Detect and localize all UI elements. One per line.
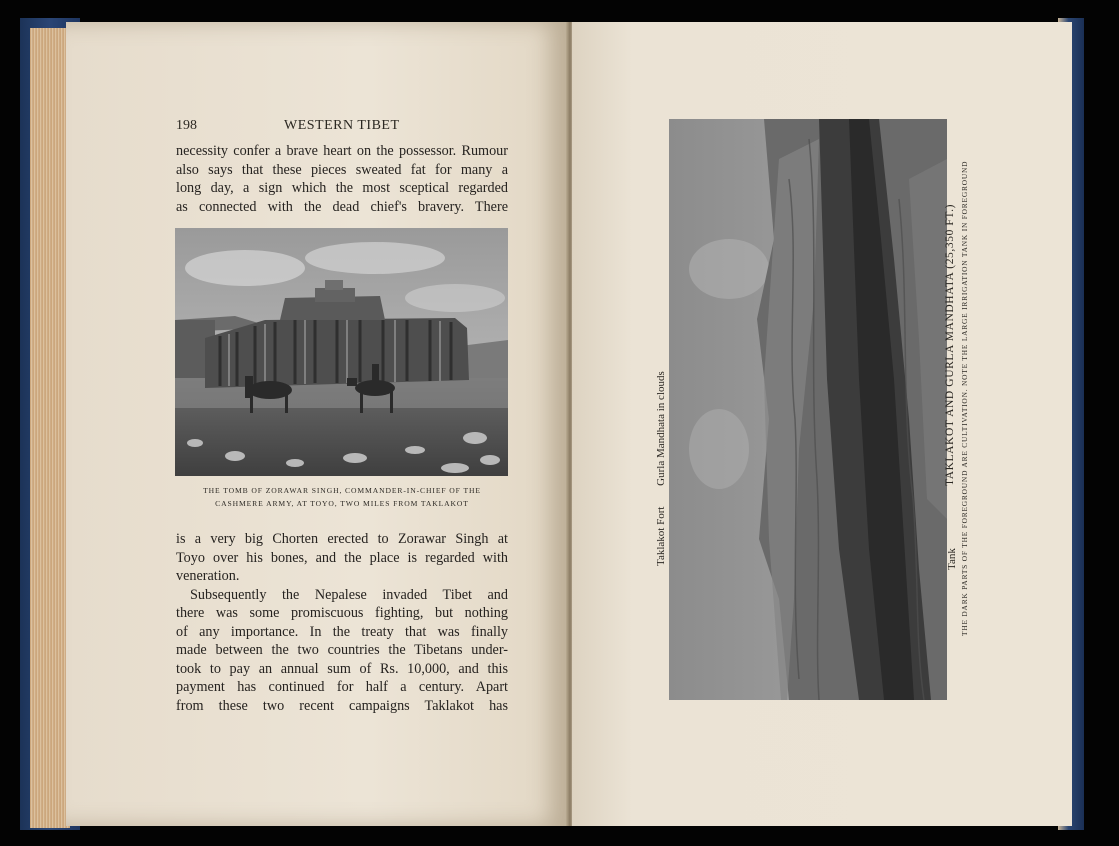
page-edges	[30, 28, 70, 828]
text-line: there was some promiscuous fighting, but nothing	[176, 605, 508, 621]
caption-line: THE TOMB OF ZORAWAR SINGH, COMMANDER-IN-CHIEF OF THE	[203, 486, 481, 495]
text-line: also says that these pieces sweated fat for many a	[176, 161, 508, 178]
photo-caption	[176, 484, 508, 510]
text-line: made between the two countries the Tibetans under-	[176, 642, 508, 658]
text-line: Toyo over his bones, and the place is regarded with	[176, 549, 508, 566]
running-head-title: WESTERN TIBET	[284, 118, 400, 133]
text-line: necessity confer a brave heart on the possessor. Rumour	[176, 143, 508, 159]
text-line: Subsequently the Nepalese invaded Tibet and	[190, 586, 508, 603]
paragraph-top	[176, 142, 508, 216]
caption-line: CASHMERE ARMY, AT TOYO, TWO MILES FROM TAKLAKOT	[215, 499, 469, 508]
label-taklakot-fort: Taklakot Fort	[655, 506, 667, 566]
plate-subtitle: THE DARK PARTS OF THE FOREGROUND ARE CULTIVATION. NOTE THE LARGE IRRIGATION TANK IN FOREGROUND	[960, 160, 969, 636]
label-gurla-mandhata: Gurla Mandhata in clouds	[655, 371, 667, 486]
running-head	[176, 118, 508, 136]
plate-side-labels	[655, 353, 667, 566]
plate-title: TAKLAKOT AND GURLA MANDHATA (25,350 FT.)	[944, 203, 956, 486]
text-line: from these two recent campaigns Taklakot has	[176, 697, 508, 714]
text-line: took to pay an annual sum of Rs. 10,000, and this	[176, 660, 508, 677]
text-line: long day, a sign which the most sceptical regarded	[176, 180, 508, 196]
text-line: of any importance. In the treaty that was finally	[176, 623, 508, 640]
paragraph-bottom	[176, 530, 508, 715]
text-line: payment has continued for half a century. Apart	[176, 679, 508, 695]
text-line: as connected with the dead chief's bravery. There	[176, 198, 508, 215]
text-line: veneration.	[176, 568, 240, 584]
text-line: is a very big Chorten erected to Zorawar Singh at	[176, 531, 508, 547]
label-tank: Tank	[946, 548, 958, 570]
tomb-photograph	[175, 228, 508, 476]
landscape-plate	[669, 119, 947, 700]
page-number: 198	[176, 118, 197, 133]
